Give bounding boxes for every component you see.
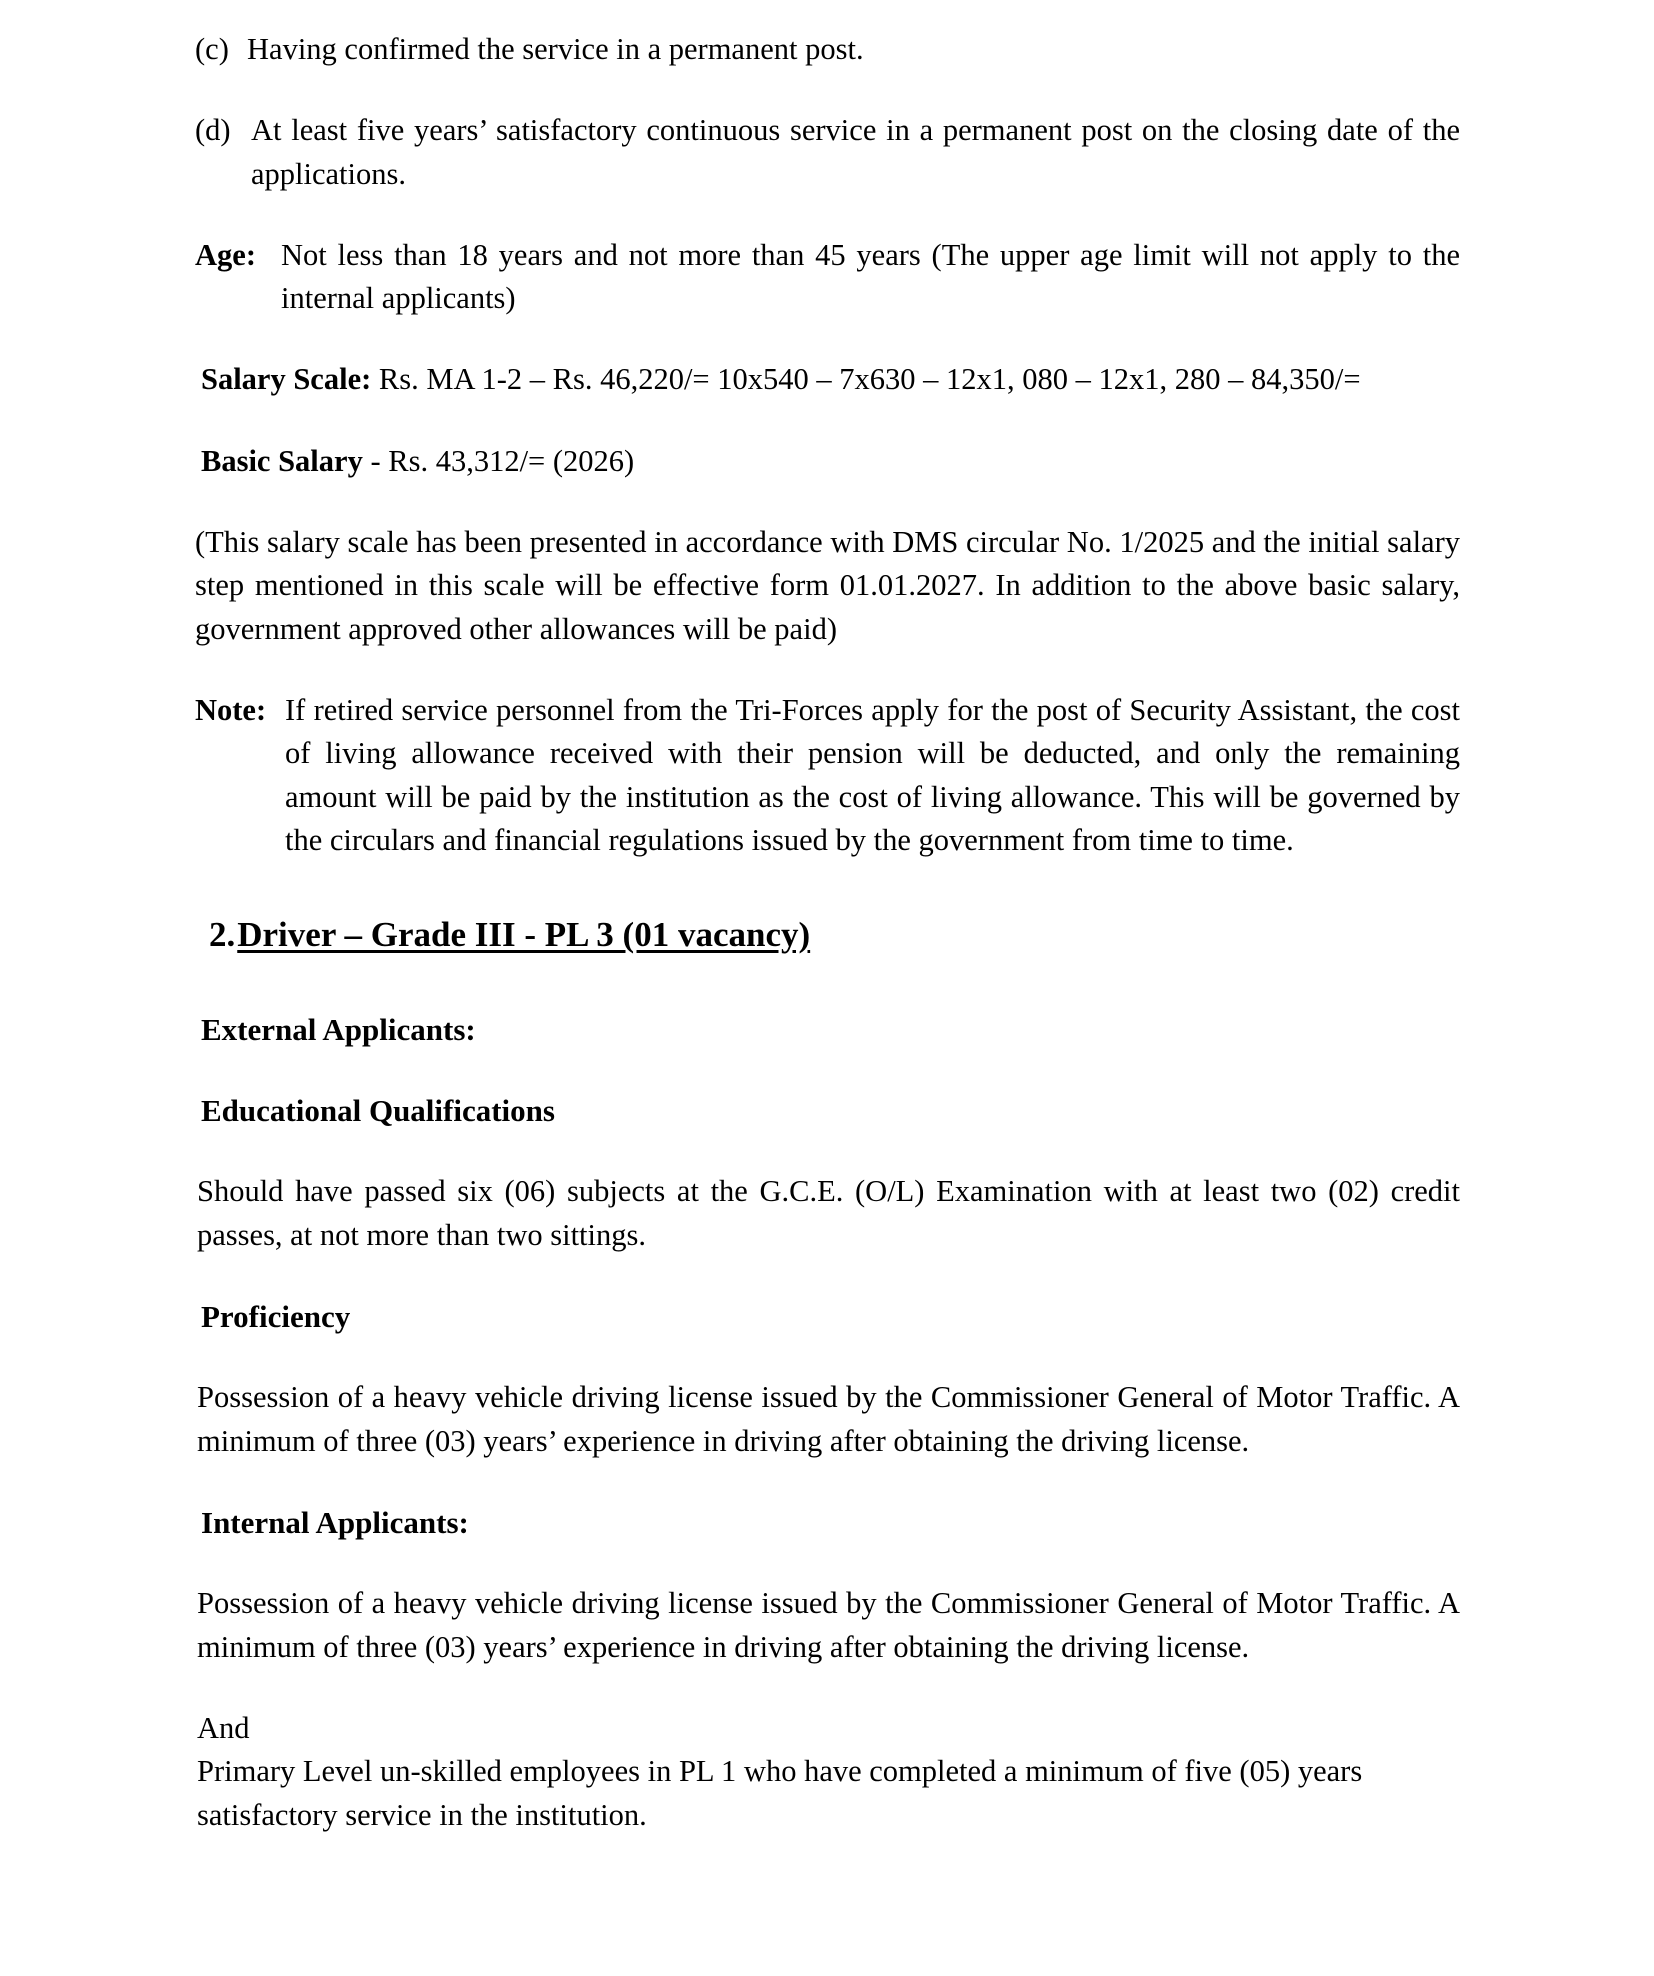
salary-scale-label: Salary Scale: bbox=[201, 362, 372, 397]
spacer bbox=[195, 1132, 1460, 1170]
proficiency-paragraph: Possession of a heavy vehicle driving license issued by the Commissioner General of Motor Traffic. A minimum of three (03) years’ experience in driving after obtaining the driving license. bbox=[197, 1380, 1460, 1458]
spacer bbox=[195, 1257, 1460, 1295]
list-item-d bbox=[195, 109, 1460, 196]
spacer bbox=[195, 483, 1460, 521]
subheading-educational-qualifications: Educational Qualifications bbox=[201, 1093, 555, 1129]
spacer bbox=[195, 196, 1460, 234]
list-item-c-marker: (c) bbox=[195, 32, 229, 66]
spacer bbox=[195, 1338, 1460, 1376]
spacer bbox=[195, 402, 1460, 440]
section-heading-driver bbox=[195, 912, 1460, 958]
spacer bbox=[195, 862, 1460, 912]
document-body-column bbox=[195, 28, 1460, 1837]
list-item-c-text: Having confirmed the service in a permanent post. bbox=[247, 32, 864, 66]
subheading-external-applicants: External Applicants: bbox=[201, 1011, 476, 1047]
spacer bbox=[195, 1463, 1460, 1501]
note-label: Note: bbox=[195, 692, 267, 727]
subheading-internal-applicants: Internal Applicants: bbox=[201, 1505, 469, 1541]
section-heading-number: 2. bbox=[209, 915, 236, 955]
salary-scale-block bbox=[195, 358, 1460, 401]
note-block bbox=[195, 689, 1460, 862]
spacer bbox=[195, 1051, 1460, 1089]
note-text: If retired service personnel from the Tri-Forces apply for the post of Security Assistant, the cost of living allowance received with their pension will be deducted, and only the remaining amount will be paid by the institution as the cost of living allowance. This will be governed by the circulars and financial regulations issued by the government from time to time. bbox=[285, 692, 1460, 857]
age-block bbox=[195, 234, 1460, 321]
basic-salary-label: Basic Salary bbox=[201, 443, 363, 478]
internal-applicants-paragraph: Possession of a heavy vehicle driving license issued by the Commissioner General of Motor Traffic. A minimum of three (03) years’ experience in driving after obtaining the driving license. bbox=[197, 1586, 1460, 1664]
primary-level-paragraph: Primary Level un-skilled employees in PL 1 who have completed a minimum of five (05) years satisfactory service in the institution. bbox=[197, 1754, 1363, 1832]
basic-salary-text: - Rs. 43,312/= (2026) bbox=[370, 443, 635, 478]
educational-qualifications-paragraph: Should have passed six (06) subjects at the G.C.E. (O/L) Examination with at least two (02) credit passes, at not more than two sittings. bbox=[197, 1174, 1460, 1252]
section-heading-title: Driver – Grade III - PL 3 (01 vacancy) bbox=[237, 915, 811, 955]
spacer bbox=[195, 1669, 1460, 1707]
age-label: Age: bbox=[195, 237, 256, 272]
spacer bbox=[195, 71, 1460, 109]
list-item-d-marker: (d) bbox=[195, 113, 231, 148]
salary-scale-text: Rs. MA 1-2 – Rs. 46,220/= 10x540 – 7x630 – 12x1, 080 – 12x1, 280 – 84,350/= bbox=[378, 362, 1361, 397]
spacer bbox=[195, 958, 1460, 1008]
spacer bbox=[195, 1544, 1460, 1582]
salary-note-paragraph: (This salary scale has been presented in accordance with DMS circular No. 1/2025 and the initial salary step mentioned in this scale will be effective form 01.01.2027. In addition to the above basic salary, government approved other allowances will be paid) bbox=[195, 525, 1460, 646]
subheading-proficiency: Proficiency bbox=[201, 1299, 351, 1335]
basic-salary-block bbox=[195, 440, 1460, 483]
spacer bbox=[195, 651, 1460, 689]
and-connector-line: And bbox=[197, 1711, 250, 1745]
list-item-d-text: At least five years’ satisfactory continuous service in a permanent post on the closing date of the applications. bbox=[251, 113, 1460, 191]
spacer bbox=[195, 320, 1460, 358]
list-item-c bbox=[195, 28, 1460, 71]
age-text: Not less than 18 years and not more than 45 years (The upper age limit will not apply to the internal applicants) bbox=[281, 237, 1460, 316]
